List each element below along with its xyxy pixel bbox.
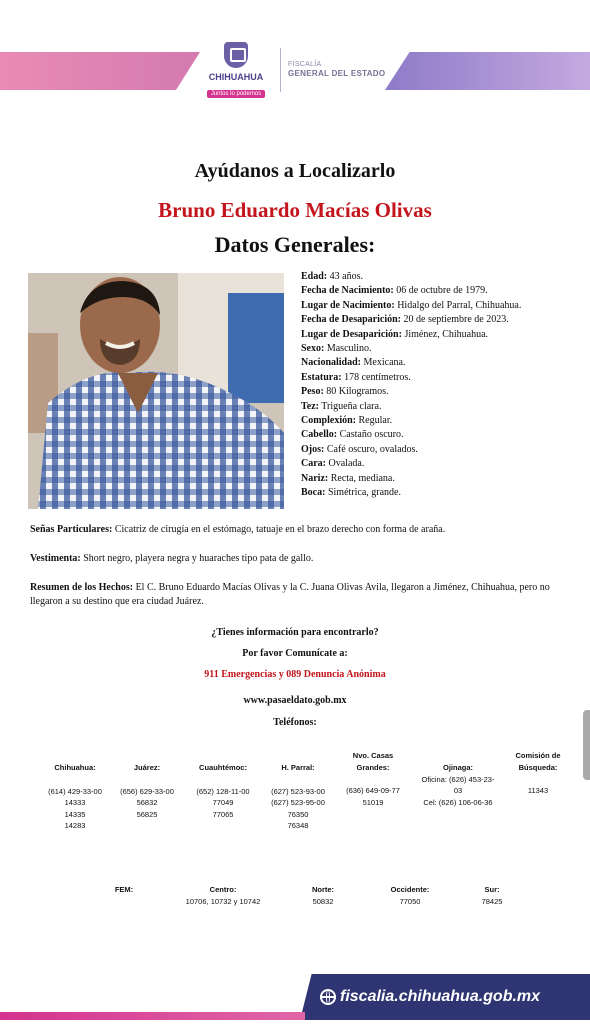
dato-complexion: Complexión: Regular. [301,415,393,427]
fem-norte: Norte: 50832 [311,885,335,906]
fiscalia-line2: GENERAL DEL ESTADO [288,69,386,78]
dato-lugar-desaparicion: Lugar de Desaparición: Jiménez, Chihuahua. [301,328,489,340]
globe-icon [320,989,336,1005]
emergency-numbers: 911 Emergencias y 089 Denuncia Anónima [204,669,386,680]
logo-tag: Juntos lo podemos [207,90,265,98]
vestimenta: Vestimenta: Short negro, playera negra y huaraches tipo pata de gallo. [30,553,314,564]
phone-column-casas-grandes: Nvo. Casas Grandes: (636) 649-09-77 51019 [346,751,400,807]
shield-icon [224,42,248,68]
info-question: ¿Tienes información para encontrarlo? [211,627,379,638]
missing-person-photo [28,273,284,509]
dato-edad: Edad: 43 años. [301,271,363,282]
phone-column-cuauhtemoc: Cuauhtémoc: (652) 128-11-00 77049 77065 [196,763,250,819]
fem-occidente: Occidente: 77050 [390,885,430,906]
please-contact: Por favor Comunícate a: [242,648,348,659]
footer-pink-band [0,1012,305,1020]
footer-url[interactable]: fiscalia.chihuahua.gob.mx [340,988,541,1005]
fem-sur: Sur: 78425 [481,885,503,906]
datos-title: Datos Generales: [214,232,376,257]
dato-fecha-nacimiento: Fecha de Nacimiento: 06 de octubre de 1979. [301,285,488,297]
resumen-hechos: Resumen de los Hechos: El C. Bruno Eduardo Macías Olivas y la C. Juana Olivas Avila, llegaron a Jiménez, Chihuahua, pero no llegaron a su destino que era ciudad Juárez. [30,582,550,607]
fiscalia-label [288,60,385,79]
phone-column-ojinaga: Ojinaga: Oficina: (626) 453-23-03 Cel: (626) 106-06-36 [421,763,495,807]
phones-title: Teléfonos: [273,717,317,728]
dato-cabello: Cabello: Castaño oscuro. [301,429,404,441]
fem-centro: Centro: 10706, 10732 y 10742 [185,885,261,906]
phone-column-parral: H. Parral: (627) 523-93-00 (627) 523-95-00 76350 76348 [271,763,325,830]
dato-boca: Boca: Simétrica, grande. [301,487,401,499]
website-link[interactable]: www.pasaeldato.gob.mx [243,695,347,706]
header-divider [280,48,281,92]
photo-illustration [28,273,284,509]
fem-label: FEM: [114,885,134,894]
dato-nacionalidad: Nacionalidad: Mexicana. [301,357,406,369]
senas-particulares: Señas Particulares: Cicatriz de cirugía en el estómago, tatuaje en el brazo derecho con forma de araña. [30,524,446,535]
logo-name: CHIHUAHUA [208,72,264,82]
fiscalia-line1: FISCALÍA [288,61,322,68]
person-name: Bruno Eduardo Macías Olivas [158,198,432,222]
datos-list [301,270,586,501]
dato-estatura: Estatura: 178 centímetros. [301,371,411,383]
phone-column-juarez: Juárez: (656) 629-33-00 56832 56825 [120,763,174,819]
pink-band [0,52,200,90]
dato-peso: Peso: 80 Kilogramos. [301,386,389,398]
chihuahua-logo [196,38,276,104]
phone-column-chihuahua: Chihuahua: (614) 429-33-00 14333 14335 14283 [48,763,102,830]
dato-nariz: Nariz: Recta, mediana. [301,472,395,484]
help-title: Ayúdanos a Localizarlo [194,160,396,182]
dato-tez: Tez: Trigueña clara. [301,400,382,412]
scrollbar-handle[interactable] [583,710,590,780]
dato-cara: Cara: Ovalada. [301,458,365,470]
dato-sexo: Sexo: Masculino. [301,343,372,355]
dato-fecha-desaparicion: Fecha de Desaparición: 20 de septiembre de 2023. [301,314,509,326]
dato-lugar-nacimiento: Lugar de Nacimiento: Hidalgo del Parral, Chihuahua. [301,299,522,311]
dato-ojos: Ojos: Café oscuro, ovalados. [301,443,418,455]
header-banner [0,0,590,120]
phone-column-comision: Comisión de Búsqueda: 11343 [515,751,561,795]
purple-band [385,52,590,90]
